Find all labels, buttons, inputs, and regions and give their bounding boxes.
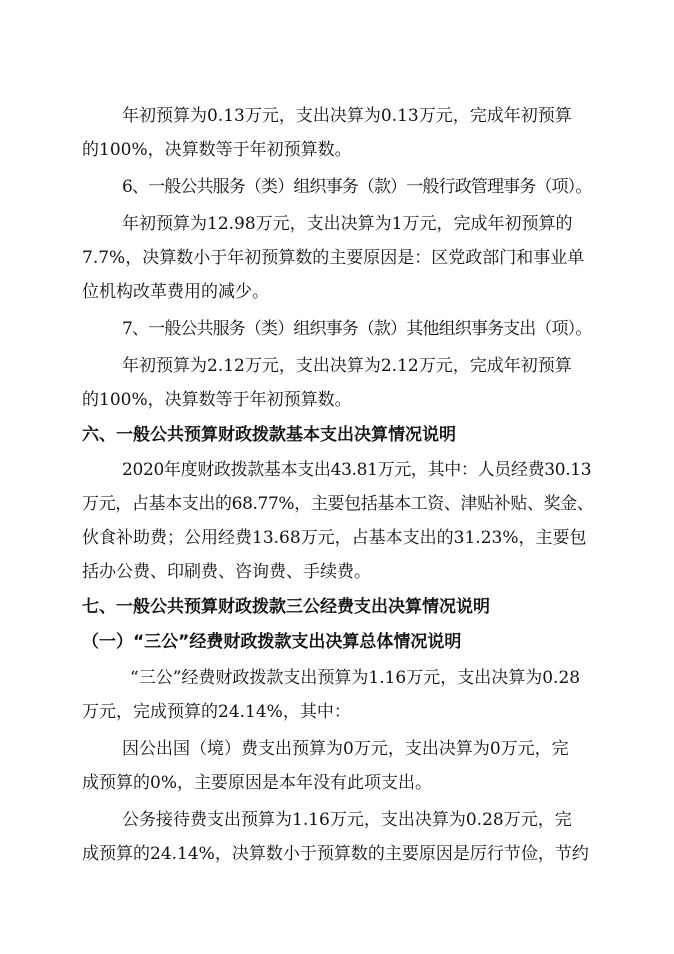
paragraph-line: “三公”经费财政拨款支出预算为1.16万元，支出决算为0.28 bbox=[130, 668, 581, 688]
paragraph-line: 7.7%，决算数小于年初预算数的主要原因是：区党政部门和事业单 bbox=[82, 248, 585, 268]
section-heading: 六、一般公共预算财政拨款基本支出决算情况说明 bbox=[82, 425, 456, 445]
paragraph-line: 2020年度财政拨款基本支出43.81万元，其中：人员经费30.13 bbox=[122, 460, 592, 480]
paragraph-line: 万元，完成预算的24.14%，其中： bbox=[82, 702, 351, 722]
paragraph-line: 年初预算为2.12万元，支出决算为2.12万元，完成年初预算 bbox=[122, 356, 572, 376]
paragraph-line: 7、一般公共服务（类）组织事务（款）其他组织事务支出（项）。 bbox=[122, 319, 592, 339]
subsection-heading: （一）“三公”经费财政拨款支出决算总体情况说明 bbox=[82, 632, 462, 652]
paragraph-line: 公务接待费支出预算为1.16万元，支出决算为0.28万元，完 bbox=[122, 810, 572, 830]
paragraph-line: 成预算的0%，主要原因是本年没有此项支出。 bbox=[82, 773, 432, 793]
paragraph-line: 成预算的24.14%，决算数小于预算数的主要原因是厉行节俭，节约 bbox=[82, 844, 589, 864]
paragraph-line: 因公出国（境）费支出预算为0万元，支出决算为0万元，完 bbox=[122, 739, 569, 759]
paragraph-line: 的100%，决算数等于年初预算数。 bbox=[82, 390, 352, 410]
paragraph-line: 年初预算为12.98万元，支出决算为1万元，完成年初预算的 bbox=[122, 214, 573, 234]
paragraph-line: 万元，占基本支出的68.77%，主要包括基本工资、津贴补贴、奖金、 bbox=[82, 494, 594, 514]
paragraph-line: 年初预算为0.13万元，支出决算为0.13万元，完成年初预算 bbox=[122, 106, 572, 126]
paragraph-line: 伙食补助费；公用经费13.68万元，占基本支出的31.23%，主要包 bbox=[82, 528, 587, 548]
paragraph-line: 的100%，决算数等于年初预算数。 bbox=[82, 140, 352, 160]
paragraph-line: 6、一般公共服务（类）组织事务（款）一般行政管理事务（项）。 bbox=[122, 177, 592, 197]
paragraph-line: 位机构改革费用的减少。 bbox=[82, 282, 269, 302]
paragraph-line: 括办公费、印刷费、咨询费、手续费。 bbox=[82, 562, 371, 582]
section-heading: 七、一般公共预算财政拨款三公经费支出决算情况说明 bbox=[82, 597, 490, 617]
